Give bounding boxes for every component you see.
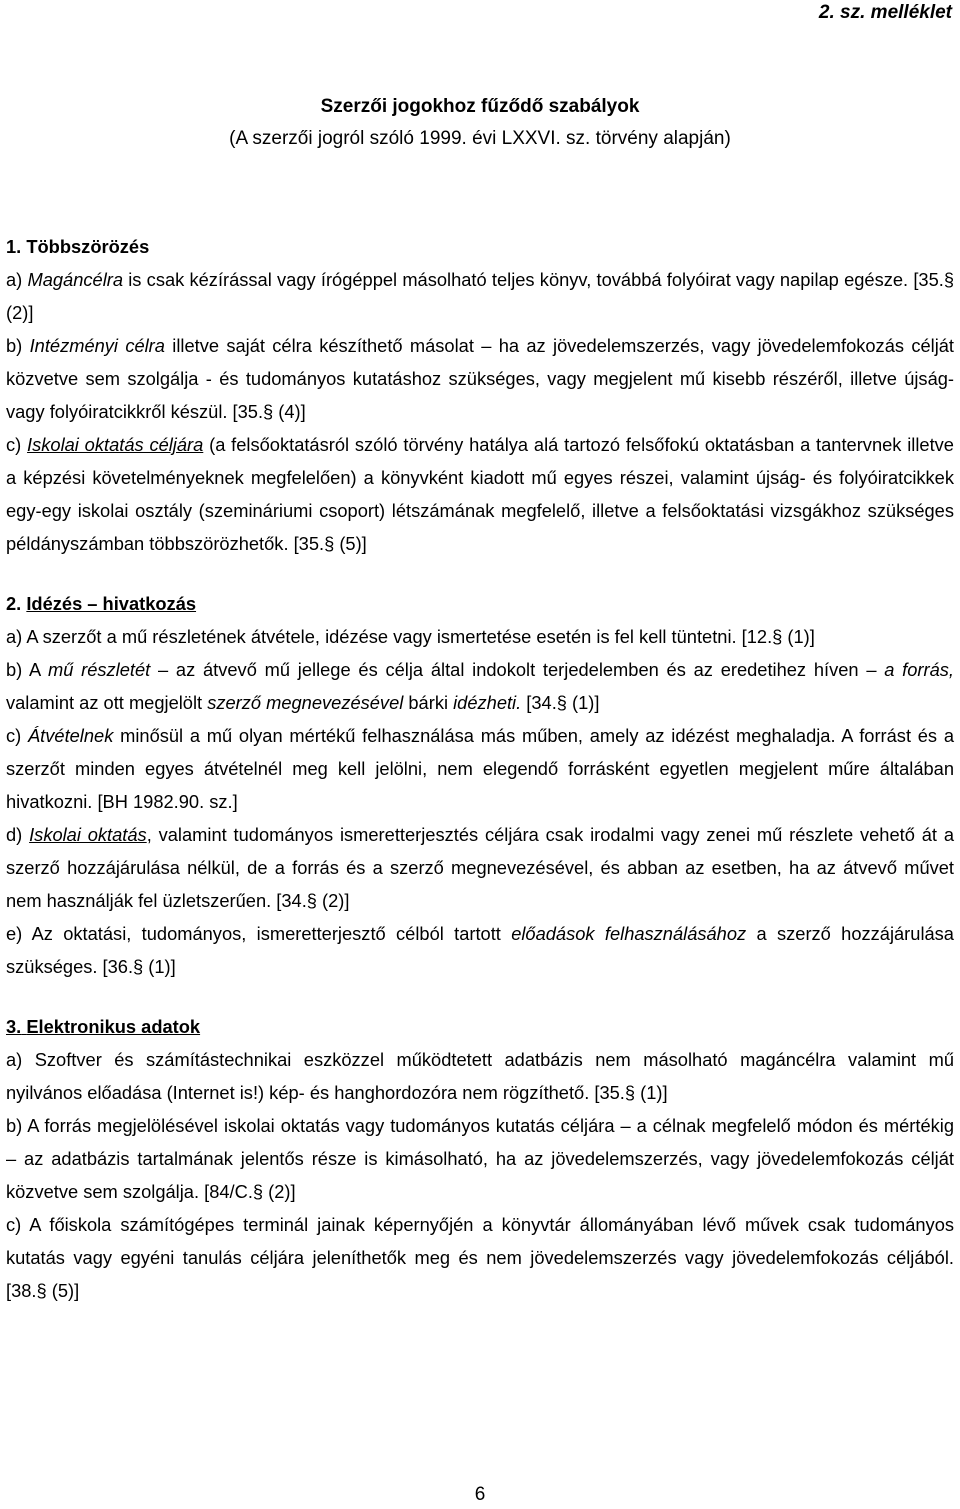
paragraph-3b: b) A forrás megjelölésével iskolai oktatás vagy tudományos kutatás céljára – a célnak megfelelő módon és mértékig – az adatbázis tartalmának jelentős része is kimásolható, ha az jövedelemszerzés, vagy jövedelemfokozás célját közvetve sem szolgálja. [84/C.§ (2)] — [6, 1115, 954, 1202]
annex-label: 2. sz. melléklet — [818, 2, 952, 23]
section-heading-2 — [6, 587, 954, 620]
section-title: Elektronikus adatok — [26, 1016, 201, 1037]
section-number: 3. — [6, 1016, 22, 1037]
paragraph-2c: c) Átvételnek minősül a mű olyan mértékű felhasználása más műben, amely az idézést meghaladja. A forrást és a szerzőt minden egyes átvételnél meg kell jelölni, nem elegendő forrásként egyetlen megjelent műre általában hivatkozni. [BH 1982.90. sz.] — [6, 725, 954, 812]
document-body — [6, 230, 954, 1307]
section-number: 2. — [6, 593, 22, 614]
document-title: Szerzői jogokhoz fűződő szabályok — [320, 96, 640, 117]
document-subtitle: (A szerzői jogról szóló 1999. évi LXXVI. sz. törvény alapján) — [229, 128, 731, 149]
paragraph-1c: c) Iskolai oktatás céljára (a felsőoktatásról szóló törvény hatálya alá tartozó felsőfokú oktatásban a tantervnek illetve a képzési követelményeknek megfelelően) a könyvként kiadott mű egyes részei, valamint újság- és folyóiratcikkek egy-egy iskolai osztály (szemináriumi csoport) létszámának megfelelő, illetve a felsőoktatási vizsgákhoz szükséges példányszámban többszörözhetők. [35.§ (5)] — [6, 434, 954, 554]
paragraph-2a: a) A szerzőt a mű részletének átvétele, idézése vagy ismertetése esetén is fel kell tüntetni. [12.§ (1)] — [6, 626, 815, 647]
paragraph-3a: a) Szoftver és számítástechnikai eszközzel működtetett adatbázis nem másolható magáncélra valamint mű nyilvános előadása (Internet is!) kép- és hanghordozóra nem rögzíthető. [35.§ (1)] — [6, 1049, 954, 1103]
page-number: 6 — [474, 1484, 486, 1505]
paragraph-1a: a) Magáncélra is csak kézírással vagy írógéppel másolható teljes könyv, továbbá folyóirat vagy napilap egésze. [35.§ (2)] — [6, 269, 954, 323]
paragraph-3c: c) A főiskola számítógépes terminál jainak képernyőjén a könyvtár állományában lévő művek csak tudományos kutatás vagy egyéni tanulás céljára jeleníthetők meg és nem jövedelemszerzés vagy jövedelemfokozás céljából. [38.§ (5)] — [6, 1214, 954, 1301]
section-heading-3 — [6, 1010, 954, 1043]
section-number: 1. — [6, 236, 22, 257]
paragraph-2e: e) Az oktatási, tudományos, ismeretterjesztő célból tartott előadások felhasználásához a szerző hozzájárulása szükséges. [36.§ (1)] — [6, 923, 954, 977]
section-heading-1 — [6, 230, 954, 263]
section-title: Többszörözés — [26, 236, 150, 257]
paragraph-2b: b) A mű részletét – az átvevő mű jellege és célja által indokolt terjedelemben és az eredetihez híven – a forrás, valamint az ott megjelölt szerző megnevezésével bárki idézheti. [34.§ (1)] — [6, 659, 954, 713]
paragraph-1b: b) Intézményi célra illetve saját célra készíthető másolat – ha az jövedelemszerzés, vagy jövedelemfokozás célját közvetve sem szolgálja - és tudományos kutatáshoz szükséges, vagy megjelent mű kisebb részéről, illetve újság- vagy folyóiratcikkről készül. [35.§ (4)] — [6, 335, 955, 422]
paragraph-2d: d) Iskolai oktatás, valamint tudományos ismeretterjesztés céljára csak irodalmi vagy zenei mű részlete vehető át a szerző hozzájárulása nélkül, de a forrás és a szerző megnevezésével, és abban az esetben, ha az átvevő művet nem használják fel üzletszerűen. [34.§ (2)] — [6, 824, 954, 911]
section-title: Idézés – hivatkozás — [26, 593, 197, 614]
